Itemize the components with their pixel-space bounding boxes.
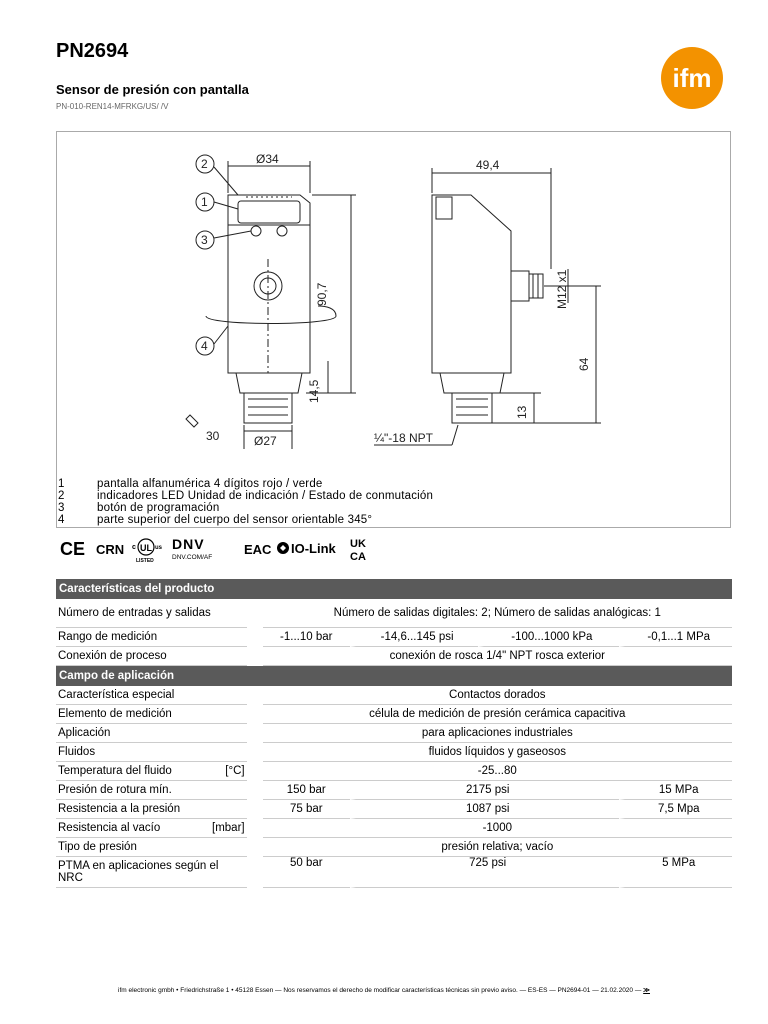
footer [0, 986, 768, 994]
row-value: 15 MPa [619, 781, 732, 800]
row-value: -14,6...145 psi [350, 628, 478, 647]
dnv-mark-icon: DNV [172, 536, 205, 552]
row-value: célula de medición de presión cerámica capacitiva [263, 705, 732, 724]
side-view [374, 158, 601, 445]
row-value: -25...80 [263, 762, 732, 781]
page-title: PN2694 [56, 40, 129, 62]
row-value: 150 bar [263, 781, 350, 800]
ul-text: UL [140, 543, 152, 553]
product-subtitle: Sensor de presión con pantalla [56, 82, 249, 97]
dim-diameter-bottom: Ø27 [254, 434, 277, 448]
table-row [56, 819, 732, 838]
ifm-logo [655, 46, 729, 110]
footer-text: ifm electronic gmbh • Friedrichstraße 1 • 45128 Essen — Nos reservamos el derecho de modificar características técnicas sin previo aviso. — ES-ES — PN2694-01 — 21.02.2020 — [118, 987, 642, 994]
table-row [56, 705, 732, 724]
row-value: presión relativa; vacío [263, 838, 732, 857]
row-value: 75 bar [263, 800, 350, 819]
table-row [56, 838, 732, 857]
ukca-mark-bottom: CA [350, 551, 366, 563]
ce-mark-icon: CE [60, 539, 86, 559]
next-page-link[interactable]: ≫ [643, 987, 650, 994]
section-title: Características del producto [56, 579, 732, 599]
row-label: Aplicación [56, 724, 247, 743]
callout-1: 1 [201, 195, 208, 209]
row-value: para aplicaciones industriales [263, 724, 732, 743]
table-row [56, 857, 732, 888]
table-row [56, 599, 732, 628]
row-value: fluidos líquidos y gaseosos [263, 743, 732, 762]
row-value: Contactos dorados [263, 686, 732, 705]
callout-2: 2 [201, 157, 208, 171]
row-value: 5 MPa [619, 857, 732, 888]
dim-width: 49,4 [476, 158, 500, 172]
dim-64: 64 [577, 357, 591, 371]
row-value: 50 bar [263, 857, 350, 888]
row-label: Fluidos [56, 743, 247, 762]
row-value: -1...10 bar [263, 628, 350, 647]
callout-4: 4 [201, 339, 208, 353]
legend-num: 3 [58, 502, 65, 514]
row-label: PTMA en aplicaciones según el NRC [56, 857, 247, 888]
ul-c-text: c [132, 544, 136, 551]
legend-num: 4 [58, 514, 65, 526]
table-row [56, 686, 732, 705]
legend-text: parte superior del cuerpo del sensor orientable 345° [97, 514, 373, 526]
legend-text: botón de programación [97, 502, 220, 514]
row-value: 2175 psi [350, 781, 620, 800]
dimension-drawing [56, 131, 731, 476]
table-row [56, 743, 732, 762]
table-row [56, 647, 732, 666]
row-label: Conexión de proceso [56, 647, 247, 666]
dim-height: 90,7 [315, 282, 329, 306]
row-unit: [mbar] [210, 819, 247, 838]
specs-table [56, 579, 732, 888]
legend-text: pantalla alfanumérica 4 dígitos rojo / verde [97, 478, 323, 490]
product-code: PN-010-REN14-MFRKG/US/ /V [56, 102, 169, 111]
dnv-sub-text: DNV.COM/AF [172, 554, 213, 561]
certification-logos [58, 535, 388, 563]
front-view [186, 152, 356, 449]
row-value: 1087 psi [350, 800, 620, 819]
table-row [56, 762, 732, 781]
callout-3: 3 [201, 233, 208, 247]
ul-us-text: us [155, 545, 163, 551]
section-header-application [56, 666, 732, 686]
dim-thread: M12 x1 [555, 269, 569, 309]
row-value: -100...1000 kPa [478, 628, 619, 647]
dim-13: 13 [515, 405, 529, 419]
row-value: -0,1...1 MPa [619, 628, 732, 647]
row-label: Resistencia a la presión [56, 800, 247, 819]
dim-diameter-top: Ø34 [256, 152, 279, 166]
row-label: Resistencia al vacío [56, 819, 210, 838]
dim-wrench: 30 [206, 429, 220, 443]
ukca-mark-icon: UK [350, 538, 366, 550]
section-header-product [56, 579, 732, 599]
row-value: Número de salidas digitales: 2; Número de salidas analógicas: 1 [263, 599, 732, 628]
iolink-text: IO-Link [291, 541, 336, 556]
logo-text: ifm [672, 63, 712, 93]
legend-num: 1 [58, 478, 65, 490]
row-label: Rango de medición [56, 628, 247, 647]
row-value: 725 psi [350, 857, 620, 888]
row-value: conexión de rosca 1/4" NPT rosca exterior [263, 647, 732, 666]
eac-mark-icon: EAC [244, 542, 272, 557]
dim-14-5: 14,5 [307, 379, 321, 403]
row-label: Característica especial [56, 686, 247, 705]
legend-num: 2 [58, 490, 65, 502]
row-value: 7,5 Mpa [619, 800, 732, 819]
row-value: -1000 [263, 819, 732, 838]
legend-text: indicadores LED Unidad de indicación / Estado de conmutación [97, 490, 434, 502]
table-row [56, 724, 732, 743]
row-label: Elemento de medición [56, 705, 247, 724]
row-label: Tipo de presión [56, 838, 247, 857]
row-label: Número de entradas y salidas [56, 599, 247, 628]
crn-mark-icon: CRN [96, 542, 125, 557]
table-row [56, 800, 732, 819]
row-unit: [°C] [210, 762, 247, 781]
section-title: Campo de aplicación [56, 666, 732, 686]
dim-npt: ¼"-18 NPT [374, 431, 433, 445]
table-row [56, 628, 732, 647]
ul-listed-text: LISTED [136, 558, 154, 563]
table-row [56, 781, 732, 800]
row-label: Presión de rotura mín. [56, 781, 247, 800]
row-label: Temperatura del fluido [56, 762, 210, 781]
